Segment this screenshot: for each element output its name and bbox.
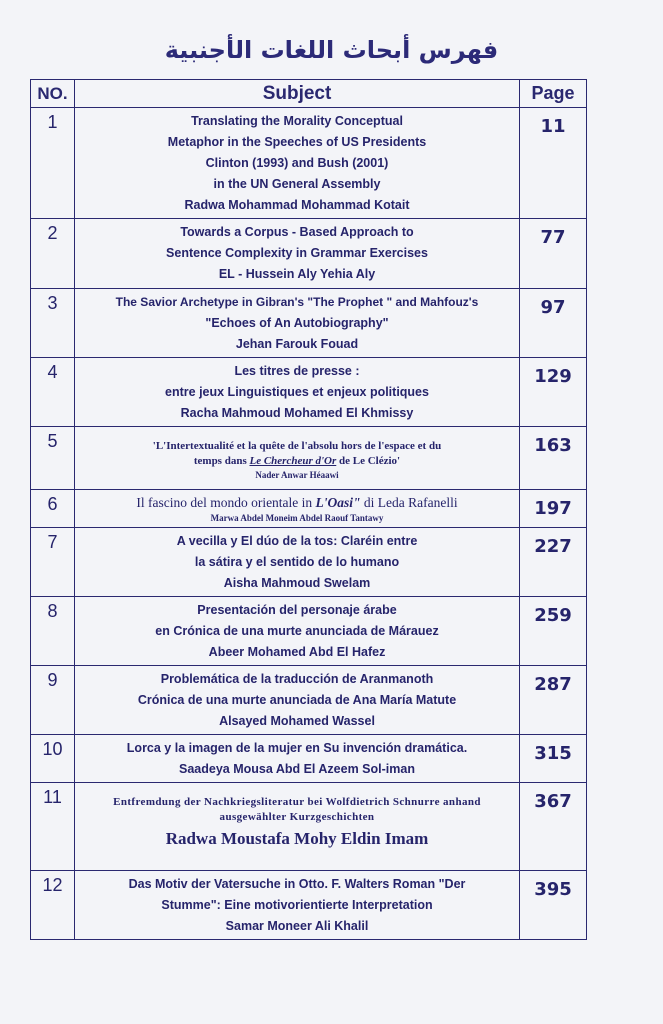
author-name: Racha Mahmoud Mohamed El Khmissy xyxy=(180,406,414,420)
table-row xyxy=(31,597,587,666)
author-name: Abeer Mohamed Abd El Hafez xyxy=(208,645,386,659)
row-subject xyxy=(75,783,520,871)
author-name: Saadeya Mousa Abd El Azeem Sol-iman xyxy=(179,762,415,776)
row-subject xyxy=(75,597,520,666)
subject-line: Translating the Morality Conceptual xyxy=(191,114,403,128)
subject-line: Stumme": Eine motivorientierte Interpretation xyxy=(161,898,433,912)
subject-line: Presentación del personaje árabe xyxy=(197,603,397,617)
subject-text: di Leda Rafanelli xyxy=(360,495,458,510)
row-subject xyxy=(75,219,520,289)
subject-line: Les titres de presse : xyxy=(234,364,360,378)
row-subject xyxy=(75,528,520,597)
row-page: 395 xyxy=(520,871,587,940)
row-number: 4 xyxy=(31,358,75,427)
subject-line: 'L'Intertextualité et la quête de l'absolu hors de l'espace et du xyxy=(152,440,442,452)
author-name: Radwa Moustafa Mohy Eldin Imam xyxy=(165,829,429,848)
row-page: 163 xyxy=(520,427,587,490)
row-number: 6 xyxy=(31,490,75,528)
row-subject xyxy=(75,871,520,940)
subject-line: The Savior Archetype in Gibran's "The Prophet " and Mahfouz's xyxy=(115,295,479,309)
author-name: Alsayed Mohamed Wassel xyxy=(219,714,375,728)
subject-line: ausgewählter Kurzgeschichten xyxy=(219,811,375,823)
page-title: فهرس أبحاث اللغات الأجنبية xyxy=(164,36,499,64)
table-header-row xyxy=(31,80,587,108)
author-name: Jehan Farouk Fouad xyxy=(235,337,359,351)
row-subject xyxy=(75,358,520,427)
table-row xyxy=(31,783,587,871)
row-number: 1 xyxy=(31,108,75,219)
table-row xyxy=(31,666,587,735)
subject-text: temps dans xyxy=(193,455,250,467)
table-row xyxy=(31,871,587,940)
row-page: 129 xyxy=(520,358,587,427)
subject-line xyxy=(79,494,515,512)
subject-line: Clinton (1993) and Bush (2001) xyxy=(205,156,389,170)
table-row xyxy=(31,735,587,783)
header-subject: Subject xyxy=(75,80,520,108)
subject-line: Metaphor in the Speeches of US Presidents xyxy=(167,135,427,149)
table-row xyxy=(31,490,587,528)
subject-text: Il fascino del mondo orientale in xyxy=(136,495,316,510)
subject-line: A vecilla y El dúo de la tos: Claréin entre xyxy=(176,534,418,548)
subject-line: en Crónica de una murte anunciada de Márauez xyxy=(155,624,439,638)
subject-line: entre jeux Linguistiques et enjeux politiques xyxy=(165,385,429,399)
row-number: 9 xyxy=(31,666,75,735)
subject-line: Das Motiv der Vatersuche in Otto. F. Walters Roman "Der xyxy=(128,877,466,891)
book-title: L'Oasi" xyxy=(315,495,361,510)
row-number: 10 xyxy=(31,735,75,783)
row-subject xyxy=(75,289,520,358)
subject-line: Entfremdung der Nachkriegsliteratur bei Wolfdietrich Schnurre anhand xyxy=(113,796,481,808)
header-no: NO. xyxy=(31,80,75,108)
row-page: 11 xyxy=(520,108,587,219)
row-number: 8 xyxy=(31,597,75,666)
row-number: 2 xyxy=(31,219,75,289)
row-page: 315 xyxy=(520,735,587,783)
subject-line: Towards a Corpus - Based Approach to xyxy=(180,225,414,239)
author-name: Samar Moneer Ali Khalil xyxy=(225,919,369,933)
table-row xyxy=(31,108,587,219)
subject-line: Sentence Complexity in Grammar Exercises xyxy=(166,246,428,260)
row-page: 227 xyxy=(520,528,587,597)
table-row xyxy=(31,427,587,490)
author-name: Nader Anwar Héaawi xyxy=(255,470,339,480)
table-row xyxy=(31,219,587,289)
subject-line: Problemática de la traducción de Aranmanoth xyxy=(160,672,434,686)
row-number: 12 xyxy=(31,871,75,940)
row-number: 5 xyxy=(31,427,75,490)
book-title: Le Chercheur d'Or xyxy=(249,455,337,467)
table-row xyxy=(31,289,587,358)
row-page: 77 xyxy=(520,219,587,289)
subject-line: la sátira y el sentido de lo humano xyxy=(194,555,400,569)
author-name: Aisha Mahmoud Swelam xyxy=(223,576,371,590)
contents-table xyxy=(30,79,587,940)
row-page: 197 xyxy=(520,490,587,528)
row-subject xyxy=(75,427,520,490)
subject-line: Lorca y la imagen de la mujer en Su invención dramática. xyxy=(126,741,468,755)
subject-line: Crónica de una murte anunciada de Ana María Matute xyxy=(137,693,457,707)
row-number: 11 xyxy=(31,783,75,871)
row-page: 259 xyxy=(520,597,587,666)
author-name: Radwa Mohammad Mohammad Kotait xyxy=(184,198,410,212)
row-subject xyxy=(75,735,520,783)
header-page: Page xyxy=(520,80,587,108)
subject-line: "Echoes of An Autobiography" xyxy=(205,316,389,330)
table-row xyxy=(31,528,587,597)
row-subject xyxy=(75,108,520,219)
row-page: 367 xyxy=(520,783,587,871)
row-number: 7 xyxy=(31,528,75,597)
table-row xyxy=(31,358,587,427)
row-subject xyxy=(75,666,520,735)
row-page: 97 xyxy=(520,289,587,358)
author-name: Marwa Abdel Moneim Abdel Raouf Tantawy xyxy=(210,513,384,523)
row-number: 3 xyxy=(31,289,75,358)
row-page: 287 xyxy=(520,666,587,735)
subject-line xyxy=(79,454,515,469)
row-subject xyxy=(75,490,520,528)
subject-text: de Le Clézio' xyxy=(336,455,401,467)
subject-line: in the UN General Assembly xyxy=(213,177,381,191)
author-name: EL - Hussein Aly Yehia Aly xyxy=(218,267,376,281)
